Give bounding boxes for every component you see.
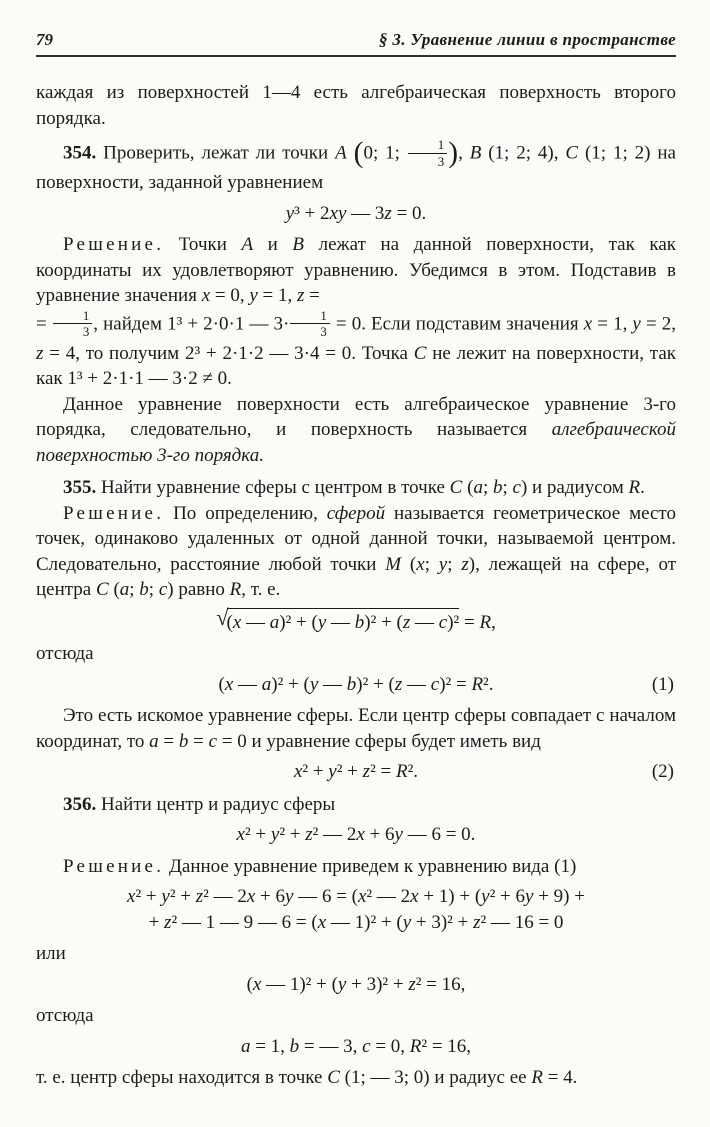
italic-run: y [481,886,490,907]
equation-356 [36,822,676,848]
radical-sign: √ [216,604,229,630]
italic-run: x [317,911,327,933]
italic-run: C [327,1067,340,1088]
text-run: ² + [336,761,363,782]
text-run: ; [129,579,140,600]
solution-354 [36,232,676,392]
italic-run: z [164,911,172,933]
text-run: = 4, то получим 2³ + 2·1·2 — 3·4 = 0. Точка [43,342,414,364]
text-run: , [491,611,496,633]
italic-run: a [261,673,272,695]
italic-run: z [36,342,44,364]
text-run: = [304,285,320,306]
equation-356-canonical [36,972,676,998]
italic-run: b [289,1035,300,1057]
text-run: = 1, [592,312,633,334]
page-number: 79 [36,30,53,49]
italic-run: b [492,477,503,498]
italic-run: b [139,579,149,600]
text-run: ; [482,477,493,498]
italic-run: z [461,553,469,575]
text-run: )² = [439,673,472,695]
text-run: = [158,730,179,752]
page-header [36,30,676,57]
italic-run: R [409,1035,422,1057]
radicand [227,608,460,636]
text-run: отсюда [36,643,94,664]
italic-run: x [127,886,136,907]
italic-run: z [384,202,392,224]
text-run: ( [246,973,253,995]
fraction-denominator: 3 [320,324,327,339]
equation-356-expansion [36,884,676,935]
italic-run: x [416,553,425,575]
text-run: = 2, [640,312,677,334]
text-run: ² — 1 — 9 — 6 = ( [171,911,318,933]
text-run: — [402,673,431,695]
italic-run: a [473,477,483,498]
solution-356 [36,854,676,880]
text-run: ( [401,553,417,575]
italic-run: xy [329,202,347,224]
page-body [36,80,676,1091]
text-run: ² — 2 [366,886,411,907]
text-run: ² + [302,761,329,782]
italic-run: x [357,886,367,907]
text-run: ; [502,477,513,498]
text-run: Решение. [63,502,165,524]
italic-run: c [430,673,440,695]
equation-354 [36,201,676,227]
italic-run: z [402,611,411,633]
equation-1 [36,672,676,698]
fraction-numerator: 1 [290,308,329,325]
italic-run: y [317,611,327,633]
text-run: = 0 и уравнение сферы будет иметь вид [217,730,541,752]
text-run: = 0, [370,1035,410,1057]
italic-run: a [269,611,280,633]
text-run: , найдем 1³ + 2·0·1 — 3· [93,312,290,334]
text-run: — 1)² + ( [261,973,338,995]
text-run [347,142,354,163]
text-run: ( [226,611,233,633]
text-run: ³ + 2 [294,202,330,224]
italic-run: x [293,761,303,782]
italic-run: a [240,1035,251,1057]
text-run: отсюда [36,1005,94,1026]
italic-run: b [178,730,189,752]
italic-run: x [232,611,242,633]
italic-run: y [402,911,412,933]
text-run: Это есть искомое уравнение сферы. Если центр сферы совпадает с началом координат, то [36,705,676,752]
italic-run: x [410,886,419,907]
italic-run: x [224,673,234,695]
italic-run: c [158,579,168,600]
bold-run: 354. [63,142,104,164]
italic-run: a [149,730,159,752]
italic-run: x [583,312,593,334]
text-run: ² + 6 [489,886,526,907]
text-run: )² + ( [364,611,403,633]
text-run: + 9) + [533,886,585,907]
italic-run: A [335,142,347,164]
text-run: = 1, [257,285,297,306]
text-run: не лежит на поверхности, так как 1³ + 2·1·1 — 3·2 ≠ 0. [36,342,677,389]
italic-run: b [354,611,365,633]
text-run: Данное уравнение поверхности есть алгебраическое уравнение 3-го порядка, следовательно, и поверхность называется [36,393,676,440]
italic-run: C [413,342,427,364]
text-run: Найти центр и радиус сферы [101,793,336,815]
text-run: ² = 16, [421,1035,472,1057]
italic-run: x [356,824,365,845]
text-run: = 4. [542,1067,578,1088]
italic-run: B [292,234,305,255]
text-run: или [36,943,66,964]
italic-run: y [525,886,534,907]
text-run: , т. е. [241,579,281,600]
remark-355 [36,703,676,754]
italic-run: z [394,673,403,695]
text-run: ² — 2 [203,886,247,907]
italic-run: x [252,973,262,995]
text-run: ². [483,673,494,695]
text-run: ( [218,673,225,695]
text-run: называется геометрическое место точек, одинаково удаленных от одной данной точки, называемой центром. Следовательно, расстояние любой точки [36,502,676,575]
italic-run: R [479,611,492,633]
text-run: Решение. [63,855,165,877]
text-run: Точки [164,234,242,255]
text-run: — 1)² + ( [326,911,403,933]
italic-run: b [346,673,357,695]
italic-run: R [471,673,484,695]
italic-run: C [96,579,109,600]
text-run: каждая из поверхностей 1—4 есть алгебраическая поверхность второго порядка. [36,82,676,129]
italic-run: y [249,285,258,306]
text-run: — [410,611,439,633]
problem-356-statement [36,792,676,818]
text-run: )² + ( [356,673,395,695]
italic-run: z [305,824,313,845]
italic-run: R [531,1067,543,1088]
text-run: (1; 1; 2) на поверхности, заданной уравнением [36,142,676,193]
italic-run: x [246,886,256,907]
italic-run: y [438,553,448,575]
connector-otsyuda-2 [36,1003,676,1029]
italic-run: y [285,886,294,907]
italic-run: алгебраической поверхностью 3-го порядка. [36,419,676,466]
text-run: )² [447,611,460,633]
continuation-paragraph [36,80,676,131]
conclusion-356 [36,1065,676,1091]
italic-run: c [362,1035,371,1057]
text-run: Найти уравнение сферы с центром в точке [101,477,450,498]
text-run: ² + [135,886,162,907]
text-run: + 1) + ( [418,886,482,907]
problem-354-statement [36,138,676,196]
equation-2 [36,759,676,785]
text-run: По определению, [164,502,327,524]
fraction-denominator: 3 [437,153,445,169]
italic-run: z [362,761,371,782]
italic-run: y [632,312,641,334]
italic-run: y [309,673,319,695]
text-run: ; [148,579,159,600]
text-run: (1; — 3; 0) и радиус ее [339,1067,532,1088]
fraction [408,137,447,169]
equation-number: (2) [651,761,674,782]
text-run: ) равно [167,579,230,600]
italic-run: z [473,911,481,933]
italic-run: R [229,579,242,600]
text-run: — [318,673,347,695]
bold-run: 355. [63,477,101,498]
text-run: Проверить, лежат ли точки [103,142,336,164]
text-run: ), лежащей на сфере, от центра [36,553,677,600]
text-run: = 1, [250,1035,290,1057]
italic-run: z [408,973,416,995]
italic-run: y [328,761,337,782]
text-run: ² = 16, [415,973,466,995]
italic-run: y [285,202,295,224]
text-run: = [36,312,52,334]
text-run: = 0. [391,202,427,224]
text-run: — [233,673,262,695]
connector-otsyuda-1 [36,641,676,667]
text-run: )² + ( [271,673,310,695]
section-title: § 3. Уравнение линии в пространстве [378,30,676,49]
text-run: и [253,234,293,255]
text-run: — 6 = ( [293,886,358,907]
connector-ili [36,941,676,967]
italic-run: y [270,824,280,845]
text-run: = [459,611,480,633]
bold-run: 356. [63,793,101,815]
italic-run: z [195,886,204,907]
italic-run: x [201,285,211,306]
remark-354 [36,392,676,469]
text-run: = 0, [210,285,250,306]
text-run: лежат на данной поверхности, так как координаты их удовлетворяют уравнению. Убедимся в этом. Подставив в уравнение значения [36,234,677,306]
text-run: ( [108,579,120,600]
text-run: ² + [244,824,271,845]
italic-run: y [394,824,403,845]
italic-run: z [297,285,305,306]
italic-run: y [161,886,170,907]
solution-355 [36,501,676,603]
fraction-numerator: 1 [408,137,447,154]
fraction-denominator: 3 [82,324,90,339]
text-run: = — 3, [299,1035,363,1057]
text-run: ² + [169,886,196,907]
text-run: Данное уравнение приведем к уравнению вида (1) [164,855,577,877]
text-run: ² — 16 = 0 [480,911,564,933]
text-run: + 3)² + [346,973,409,995]
equation-356-params [36,1034,676,1060]
text-run: ; [447,553,462,575]
italic-run: сферой [326,502,386,524]
problem-355-statement [36,475,676,501]
text-run: — [326,611,355,633]
text-run: = 0. Если подставим значения [330,312,584,334]
italic-run: R [395,761,408,782]
fraction-numerator: 1 [53,308,92,325]
text-run: ² + [279,824,306,845]
text-run: ( [462,477,474,498]
text-run: 0; 1; [363,142,407,164]
text-run: ². [407,761,419,782]
text-run: + 6 [255,886,285,907]
text-run: ( [353,136,364,169]
text-run: ) и радиусом [520,477,629,498]
text-run: т. е. центр сферы находится в точке [36,1067,328,1088]
italic-run: C [565,142,579,164]
fraction [53,308,92,340]
text-run: ; [424,553,439,575]
italic-run: A [241,234,254,255]
text-run: + 3)² + [411,911,474,933]
text-run: , [458,142,470,164]
text-run: Решение. [63,234,165,255]
text-run: )² + ( [279,611,318,633]
italic-run: x [236,824,245,845]
text-run: + [148,911,165,933]
text-run: ² — 2 [312,824,357,845]
fraction [290,308,329,340]
italic-run: C [449,477,463,498]
italic-run: c [512,477,521,498]
text-run: + 6 [364,824,395,845]
text-run: — [241,611,270,633]
text-run: ² = [370,761,396,782]
italic-run: y [337,973,347,995]
italic-run: M [385,553,402,575]
italic-run: c [438,611,448,633]
text-run: ) [448,136,459,169]
italic-run: a [119,579,130,600]
text-run: (1; 2; 4), [481,142,566,164]
equation-sphere-root [36,604,676,636]
italic-run: B [469,142,482,164]
italic-run: R [628,477,641,498]
italic-run: c [208,730,218,752]
square-root [216,604,460,633]
text-run: — 6 = 0. [402,824,476,845]
text-run: — 3 [346,202,385,224]
text-run: . [640,477,645,498]
equation-number: (1) [651,673,674,695]
text-run: = [188,730,209,752]
